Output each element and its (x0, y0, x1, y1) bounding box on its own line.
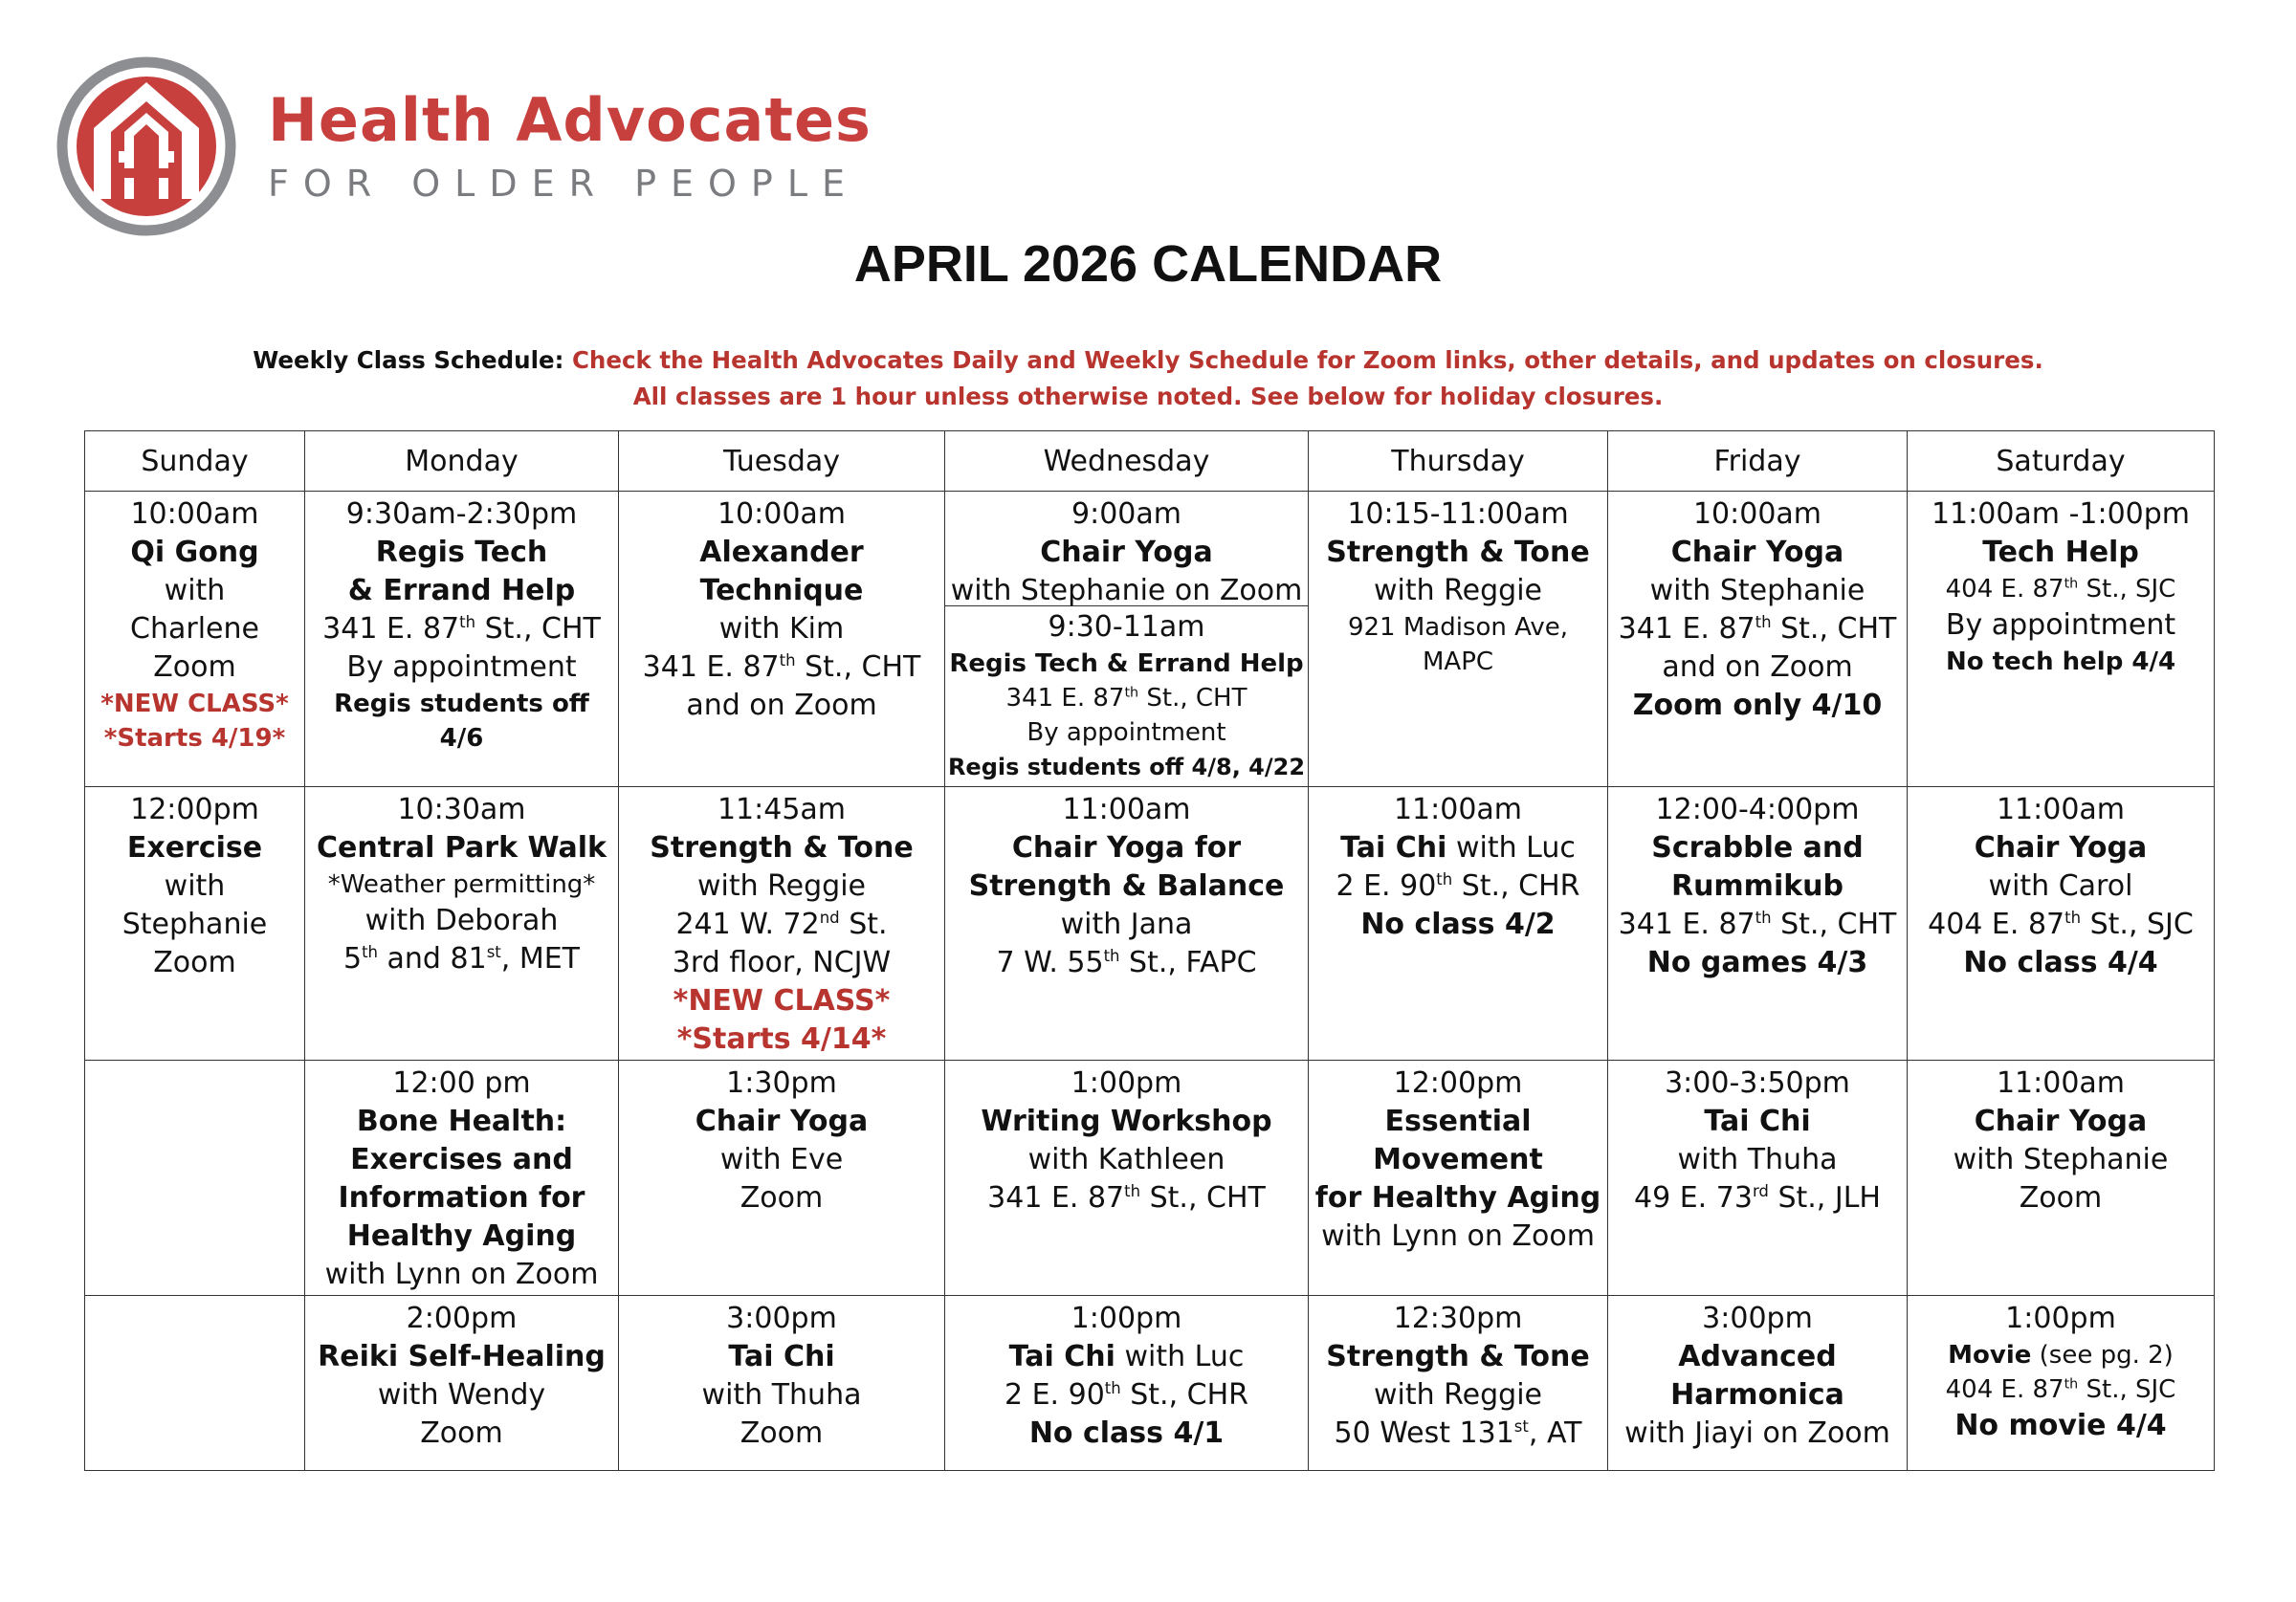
class-name: Chair Yoga for (1011, 831, 1242, 865)
health-advocates-logo (55, 55, 237, 237)
class-time: 10:00am (717, 497, 847, 531)
class-name: Scrabble and (1651, 831, 1864, 865)
class-instructor: with Reggie (1373, 1378, 1542, 1412)
class-name: Central Park Walk (317, 831, 607, 865)
class-time: 9:30am-2:30pm (345, 497, 578, 531)
empty-cell (85, 1061, 305, 1296)
class-note: By appointment (1945, 608, 2176, 642)
class-instructor: Charlene (130, 612, 259, 646)
class-cell (619, 492, 945, 787)
closure-note: Zoom only 4/10 (1632, 689, 1883, 722)
class-name: Regis Tech & Errand Help (949, 649, 1304, 678)
class-cell (1908, 1061, 2215, 1296)
class-cell (1608, 1061, 1908, 1296)
class-name: Strength & Balance (968, 869, 1285, 903)
class-location: 341 E. 87th St., CHT (1005, 684, 1247, 713)
class-name: Tai Chi (1704, 1105, 1811, 1138)
class-instructor: with Kim (718, 612, 845, 646)
class-location: 341 E. 87th St., CHT (1618, 612, 1897, 646)
class-location: 7 W. 55th St., FAPC (996, 946, 1257, 979)
class-instructor: with Jana (1060, 908, 1193, 941)
class-time: 9:00am (1071, 497, 1181, 531)
class-cell (945, 1061, 1309, 1296)
class-location: Zoom (420, 1416, 503, 1450)
class-instructor: with (164, 869, 226, 903)
closure-note: No class 4/2 (1360, 908, 1556, 941)
class-cell (619, 787, 945, 1061)
notes-line-2: All classes are 1 hour unless otherwise noted. See below for holiday closures. (632, 383, 1664, 410)
class-cell (1608, 1296, 1908, 1471)
new-class-badge: *NEW CLASS* (100, 690, 289, 718)
class-instructor: with Luc (1115, 1340, 1245, 1373)
class-location: MAPC (1422, 647, 1494, 676)
class-name: Alexander (699, 536, 864, 569)
class-name: Advanced (1678, 1340, 1837, 1373)
calendar-row (85, 787, 2215, 1061)
class-cell (1309, 1296, 1608, 1471)
class-time: 11:45am (717, 793, 847, 826)
class-location: 2 E. 90th St., CHR (1004, 1378, 1249, 1412)
class-instructor: with Thuha (701, 1378, 862, 1412)
class-cell (1908, 1296, 2215, 1471)
class-name: Healthy Aging (346, 1219, 577, 1253)
class-time: 3:00pm (1702, 1302, 1813, 1335)
class-cell (1608, 492, 1908, 787)
day-header: Wednesday (945, 431, 1309, 492)
class-instructor: with Stephanie (1953, 1143, 2169, 1176)
class-instructor: with Jiayi on Zoom (1624, 1416, 1890, 1450)
calendar-row (85, 1296, 2215, 1471)
class-instructor: with Wendy (377, 1378, 546, 1412)
class-instructor: with Reggie (696, 869, 866, 903)
class-instructor: with Stephanie on Zoom (950, 574, 1303, 607)
closure-note: Regis students off 4/6 (334, 690, 589, 753)
class-instructor: with Kathleen (1027, 1143, 1225, 1176)
class-name: Chair Yoga (1974, 831, 2148, 865)
class-time: 12:30pm (1393, 1302, 1523, 1335)
class-time: 9:30-11am (1048, 610, 1205, 644)
class-time: 1:00pm (1071, 1066, 1182, 1100)
class-name: Tai Chi (1008, 1340, 1115, 1373)
page-title: APRIL 2026 CALENDAR (853, 235, 1443, 293)
class-time: 10:00am (130, 497, 259, 531)
class-name: Regis Tech (375, 536, 548, 569)
class-location: 921 Madison Ave, (1347, 613, 1569, 642)
class-name: Rummikub (1670, 869, 1844, 903)
class-cell (305, 492, 619, 787)
class-location: 2 E. 90th St., CHR (1336, 869, 1580, 903)
class-note: *Weather permitting* (327, 870, 596, 899)
calendar-table (84, 430, 2215, 1471)
class-location: Zoom (153, 946, 236, 979)
class-name: Information for (338, 1181, 585, 1215)
class-time: 10:15-11:00am (1347, 497, 1569, 531)
class-cell (85, 492, 305, 787)
class-block (945, 492, 1308, 606)
class-location: 341 E. 87th St., CHT (1618, 908, 1897, 941)
class-time: 3:00-3:50pm (1665, 1066, 1850, 1100)
class-name: for Healthy Aging (1314, 1181, 1601, 1215)
class-location: Zoom (153, 650, 236, 684)
closure-note: No class 4/4 (1963, 946, 2158, 979)
class-cell (305, 1061, 619, 1296)
class-cell (1309, 492, 1608, 787)
class-instructor: with Lynn on Zoom (1321, 1219, 1595, 1253)
class-block (945, 606, 1308, 784)
class-name: Bone Health: (356, 1105, 567, 1138)
class-location: 341 E. 87th St., CHT (642, 650, 921, 684)
class-name: & Errand Help (347, 574, 576, 607)
class-instructor: with Eve (719, 1143, 844, 1176)
start-date: *Starts 4/14* (676, 1022, 887, 1056)
class-location: 341 E. 87th St., CHT (322, 612, 601, 646)
class-cell (1608, 787, 1908, 1061)
start-date: *Starts 4/19* (103, 724, 286, 753)
schedule-notes (0, 342, 2296, 415)
class-cell (945, 492, 1309, 787)
class-instructor: with (164, 574, 226, 607)
notes-line-1: Check the Health Advocates Daily and Weekly Schedule for Zoom links, other details, and updates on closures. (571, 346, 2043, 374)
day-header: Saturday (1908, 431, 2215, 492)
empty-cell (85, 1296, 305, 1471)
class-name-line (1313, 829, 1603, 867)
day-header: Thursday (1309, 431, 1608, 492)
class-time: 12:00pm (1393, 1066, 1523, 1100)
class-name: Strength & Tone (1326, 536, 1590, 569)
class-time: 2:00pm (406, 1302, 518, 1335)
class-location: 341 E. 87th St., CHT (987, 1181, 1266, 1215)
class-time: 12:00pm (130, 793, 259, 826)
class-instructor: with Luc (1446, 831, 1576, 865)
class-cell (1908, 492, 2215, 787)
brand-tagline: FOR OLDER PEOPLE (268, 163, 860, 205)
class-instructor: with Lynn on Zoom (324, 1258, 599, 1291)
class-name: Exercises and (350, 1143, 573, 1176)
class-name: Exercise (126, 831, 263, 865)
class-name: Tai Chi (728, 1340, 835, 1373)
class-time: 11:00am (1996, 1066, 2126, 1100)
class-name: Tech Help (1982, 536, 2139, 569)
notes-label: Weekly Class Schedule: (253, 346, 564, 374)
class-note: By appointment (1027, 718, 1226, 747)
closure-note: Regis students off 4/8, 4/22 (947, 754, 1306, 780)
class-location: 404 E. 87th St., SJC (1945, 1375, 2176, 1404)
class-cell (1309, 787, 1608, 1061)
class-time: 11:00am (1393, 793, 1523, 826)
class-name: Movement (1373, 1143, 1543, 1176)
class-time: 10:30am (397, 793, 526, 826)
class-cell (619, 1296, 945, 1471)
class-location: 49 E. 73rd St., JLH (1634, 1181, 1881, 1215)
class-time: 10:00am (1692, 497, 1822, 531)
class-cell (945, 1296, 1309, 1471)
calendar-header-row (85, 431, 2215, 492)
day-header: Tuesday (619, 431, 945, 492)
class-instructor: with Reggie (1373, 574, 1542, 607)
class-location: and on Zoom (686, 689, 877, 722)
class-time: 1:30pm (726, 1066, 837, 1100)
class-name-line (1911, 1338, 2210, 1372)
class-cell (1309, 1061, 1608, 1296)
class-location: 50 West 131st, AT (1334, 1416, 1582, 1450)
class-time: 11:00am -1:00pm (1931, 497, 2191, 531)
closure-note: No movie 4/4 (1954, 1409, 2167, 1442)
class-name: Harmonica (1670, 1378, 1844, 1412)
class-time: 3:00pm (726, 1302, 837, 1335)
class-instructor: Stephanie (121, 908, 268, 941)
calendar-row (85, 1061, 2215, 1296)
class-instructor: with Deborah (364, 904, 559, 937)
class-time: 12:00-4:00pm (1655, 793, 1860, 826)
class-cell (85, 787, 305, 1061)
class-name: Strength & Tone (650, 831, 914, 865)
calendar-row (85, 492, 2215, 787)
class-time: 1:00pm (1071, 1302, 1182, 1335)
class-location: 241 W. 72nd St. (675, 908, 888, 941)
class-note: By appointment (346, 650, 577, 684)
day-header: Sunday (85, 431, 305, 492)
class-location: and on Zoom (1662, 650, 1853, 684)
class-name: Tai Chi (1340, 831, 1447, 865)
closure-note: No games 4/3 (1646, 946, 1868, 979)
class-name: Reiki Self-Healing (318, 1340, 606, 1373)
class-location: 404 E. 87th St., SJC (1945, 575, 2176, 603)
class-cell (1908, 787, 2215, 1061)
class-name: Movie (1948, 1341, 2032, 1370)
class-location: Zoom (740, 1181, 824, 1215)
class-name: Technique (699, 574, 864, 607)
class-instructor: with Stephanie (1649, 574, 1866, 607)
class-cell (945, 787, 1309, 1061)
class-location: 5th and 81st, MET (342, 942, 581, 976)
class-note: (see pg. 2) (2031, 1341, 2174, 1370)
class-time: 12:00 pm (392, 1066, 531, 1100)
brand-wordmark (268, 85, 872, 205)
class-time: 11:00am (1062, 793, 1191, 826)
class-time: 1:00pm (2005, 1302, 2116, 1335)
class-name: Writing Workshop (981, 1105, 1272, 1138)
class-instructor: with Carol (1988, 869, 2133, 903)
class-name: Qi Gong (130, 536, 259, 569)
class-location: Zoom (740, 1416, 824, 1450)
class-name: Chair Yoga (1670, 536, 1844, 569)
class-cell (305, 1296, 619, 1471)
class-name: Chair Yoga (1974, 1105, 2148, 1138)
class-name: Strength & Tone (1326, 1340, 1590, 1373)
class-name: Chair Yoga (1040, 536, 1213, 569)
closure-note: No class 4/1 (1028, 1416, 1225, 1450)
day-header: Monday (305, 431, 619, 492)
class-location: Zoom (2019, 1181, 2103, 1215)
class-location: 3rd floor, NCJW (672, 946, 892, 979)
brand-name: Health Advocates (268, 85, 872, 155)
class-instructor: with Thuha (1677, 1143, 1838, 1176)
class-name: Essential (1384, 1105, 1532, 1138)
class-cell (305, 787, 619, 1061)
class-name-line (949, 1338, 1304, 1376)
closure-note: No tech help 4/4 (1945, 647, 2176, 676)
class-name: Chair Yoga (695, 1105, 869, 1138)
class-time: 11:00am (1996, 793, 2126, 826)
new-class-badge: *NEW CLASS* (673, 984, 891, 1018)
day-header: Friday (1608, 431, 1908, 492)
class-location: 404 E. 87th St., SJC (1928, 908, 2194, 941)
class-cell (619, 1061, 945, 1296)
